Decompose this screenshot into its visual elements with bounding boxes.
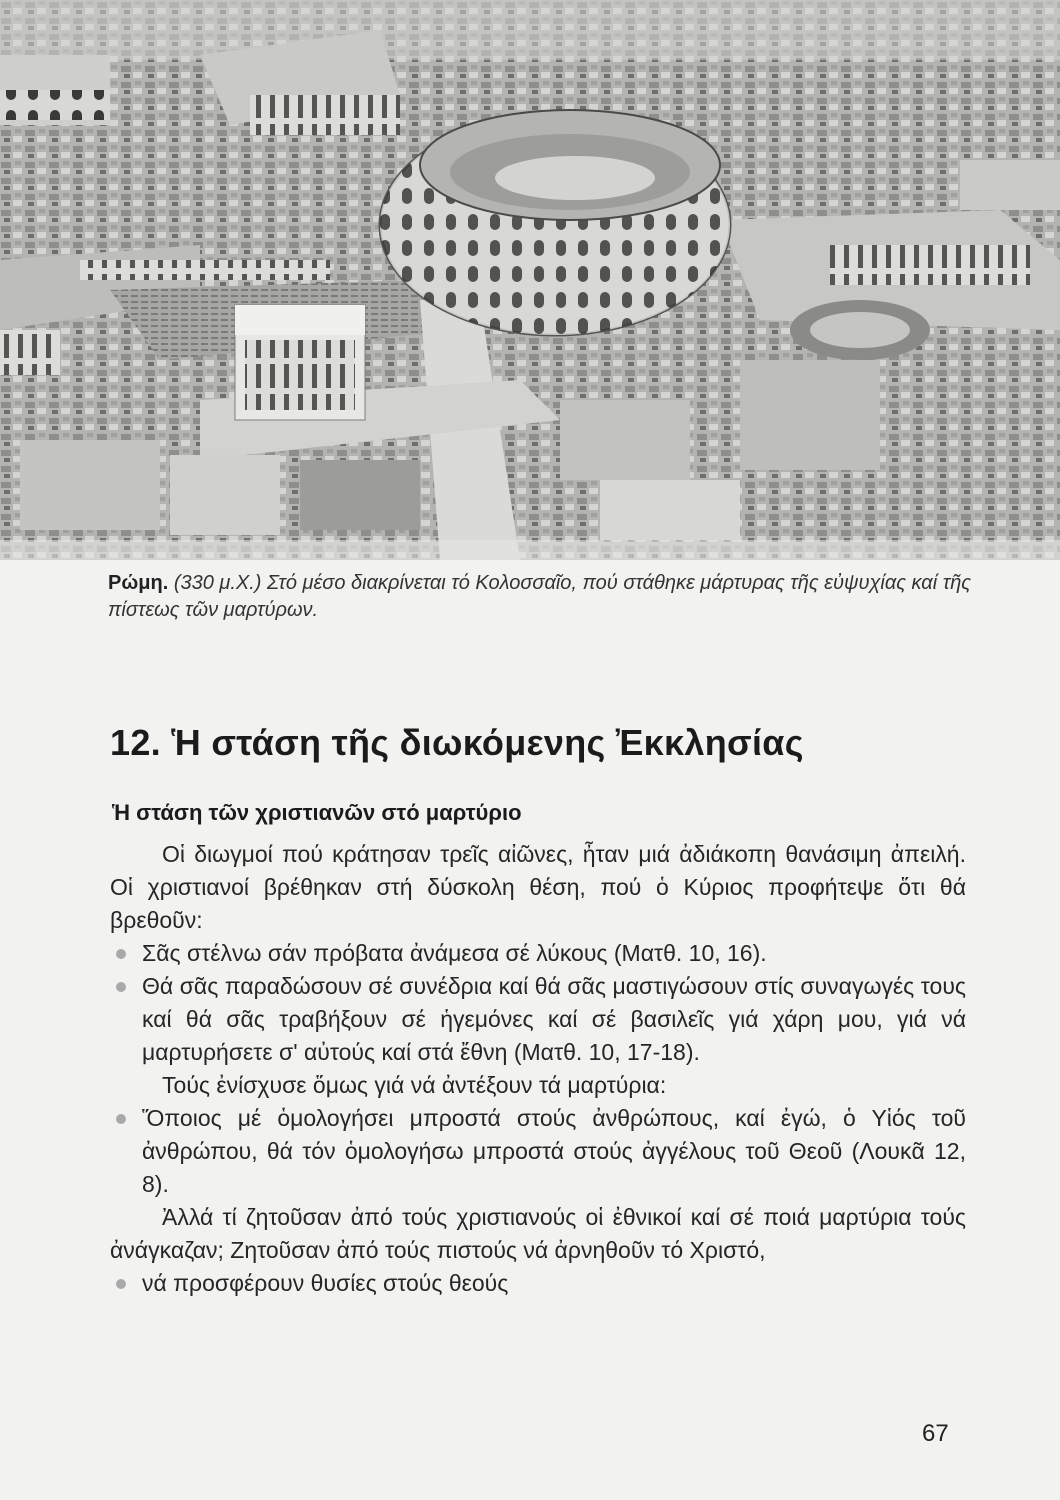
photo-illustration [0, 0, 1060, 560]
photo-caption [108, 570, 988, 624]
bullet-dot-icon [116, 949, 126, 959]
bullet-item-1 [110, 937, 966, 970]
caption-place: Ρώμη. [108, 572, 169, 594]
bullet-dot-icon [116, 1279, 126, 1289]
chapter-title: 12. Ἡ στάση τῆς διωκόμενης Ἐκκλησίας [110, 722, 804, 763]
bullet-text-2: Θά σᾶς παραδώσουν σέ συνέδρια καί θά σᾶς μαστιγώσουν στίς συναγωγές τους καί θά σᾶς τραβήξουν σέ ἡγεμόνες καί σέ βασιλεῖς γιά χάρη μου, γιά νά μαρτυρήσετε σ' αὐτούς καί στά ἔθνη (Ματθ. 10, 17-18). [142, 973, 966, 1065]
bullet-text-1: Σᾶς στέλνω σάν πρόβατα ἀνάμεσα σέ λύκους (Ματθ. 10, 16). [142, 940, 767, 966]
page-number: 67 [922, 1420, 949, 1447]
bullet-dot-icon [116, 1114, 126, 1124]
bullet-item-4 [110, 1267, 966, 1300]
body-text [110, 838, 966, 1300]
section-heading: Ἡ στάση τῶν χριστιανῶν στό μαρτύριο [112, 800, 522, 825]
paragraph-3: Ἀλλά τί ζητοῦσαν ἀπό τούς χριστιανούς οἱ ἐθνικοί καί σέ ποιά μαρτύρια τούς ἀνάγκαζαν; Ζητοῦσαν ἀπό τούς πιστούς νά ἀρνηθοῦν τό Χριστό, [110, 1204, 966, 1263]
bullet-text-4: νά προσφέρουν θυσίες στούς θεούς [142, 1270, 509, 1296]
bullet-text-3: Ὅποιος μέ ὁμολογήσει μπροστά στούς ἀνθρώπους, καί ἐγώ, ὁ Υἱός τοῦ ἀνθρώπου, θά τόν ὁμολογήσω μπροστά στούς ἀγγέλους τοῦ Θεοῦ (Λουκᾶ 12, 8). [142, 1105, 966, 1197]
paragraph-2: Τούς ἐνίσχυσε ὅμως γιά νά ἀντέξουν τά μαρτύρια: [162, 1072, 667, 1098]
bullet-dot-icon [116, 982, 126, 992]
paragraph-1: Οἱ διωγμοί πού κράτησαν τρεῖς αἰῶνες, ἦταν μιά ἀδιάκοπη θανάσιμη ἀπειλή. Οἱ χριστιανοί βρέθηκαν στή δύσκολη θέση, πού ὁ Κύριος προφήτεψε ὅτι θά βρεθοῦν: [110, 841, 966, 933]
bullet-item-3 [110, 1102, 966, 1201]
rome-colosseum-photo [0, 0, 1060, 560]
caption-text: (330 μ.Χ.) Στό μέσο διακρίνεται τό Κολοσσαῖο, πού στάθηκε μάρτυρας τῆς εὐψυχίας καί τῆς πίστεως τῶν μαρτύρων. [108, 572, 972, 621]
bullet-item-2 [110, 970, 966, 1069]
